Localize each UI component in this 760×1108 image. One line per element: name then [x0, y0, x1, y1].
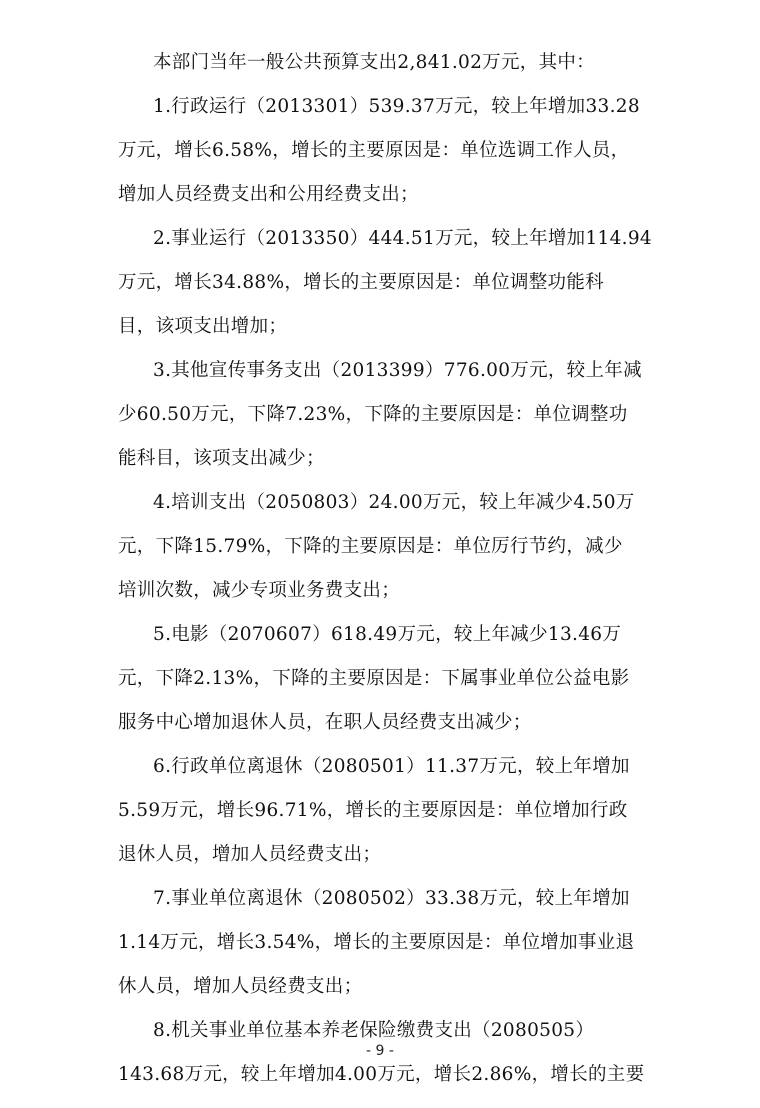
item-7-line-1: 7.事业单位离退休（2080502）33.38万元，较上年增加 [153, 888, 630, 909]
document-body [118, 52, 663, 1108]
item-6-line-2: 5.59万元，增长96.71%，增长的主要原因是：单位增加行政 [118, 800, 628, 821]
item-1-line-2: 万元，增长6.58%，增长的主要原因是：单位选调工作人员， [118, 140, 630, 161]
item-3-line-1: 3.其他宣传事务支出（2013399）776.00万元，较上年减 [153, 360, 642, 381]
item-7-line-2: 1.14万元，增长3.54%，增长的主要原因是：单位增加事业退 [118, 932, 635, 953]
item-4-line-1: 4.培训支出（2050803）24.00万元，较上年减少4.50万 [153, 492, 635, 513]
item-7-line-3: 休人员，增加人员经费支出； [118, 976, 363, 997]
item-8-line-1: 8.机关事业单位基本养老保险缴费支出（2080505） [153, 1020, 595, 1041]
item-4-line-2: 元，下降15.79%，下降的主要原因是：单位厉行节约，减少 [118, 536, 623, 557]
item-5-line-3: 服务中心增加退休人员，在职人员经费支出减少； [118, 712, 532, 733]
item-3-line-2: 少60.50万元，下降7.23%，下降的主要原因是：单位调整功 [118, 404, 628, 425]
item-2-line-1: 2.事业运行（2013350）444.51万元，较上年增加114.94 [153, 228, 653, 249]
item-6-line-3: 退休人员，增加人员经费支出； [118, 844, 382, 865]
item-1-line-3: 增加人员经费支出和公用经费支出； [118, 184, 419, 205]
item-1-line-1: 1.行政运行（2013301）539.37万元，较上年增加33.28 [153, 96, 640, 117]
item-8-line-2: 143.68万元，较上年增加4.00万元，增长2.86%，增长的主要 [118, 1064, 645, 1085]
item-6-line-1: 6.行政单位离退休（2080501）11.37万元，较上年增加 [153, 756, 630, 777]
page-number: - 9 - [366, 1043, 394, 1059]
item-2-line-3: 目，该项支出增加； [118, 316, 288, 337]
item-2-line-2: 万元，增长34.88%，增长的主要原因是：单位调整功能科 [118, 272, 604, 293]
item-5-line-1: 5.电影（2070607）618.49万元，较上年减少13.46万 [153, 624, 622, 645]
paragraph-intro-line: 本部门当年一般公共预算支出2,841.02万元，其中： [153, 52, 595, 73]
item-3-line-3: 能科目，该项支出减少； [118, 448, 325, 469]
item-5-line-2: 元，下降2.13%，下降的主要原因是：下属事业单位公益电影 [118, 668, 630, 689]
item-4-line-3: 培训次数，减少专项业务费支出； [118, 580, 401, 601]
